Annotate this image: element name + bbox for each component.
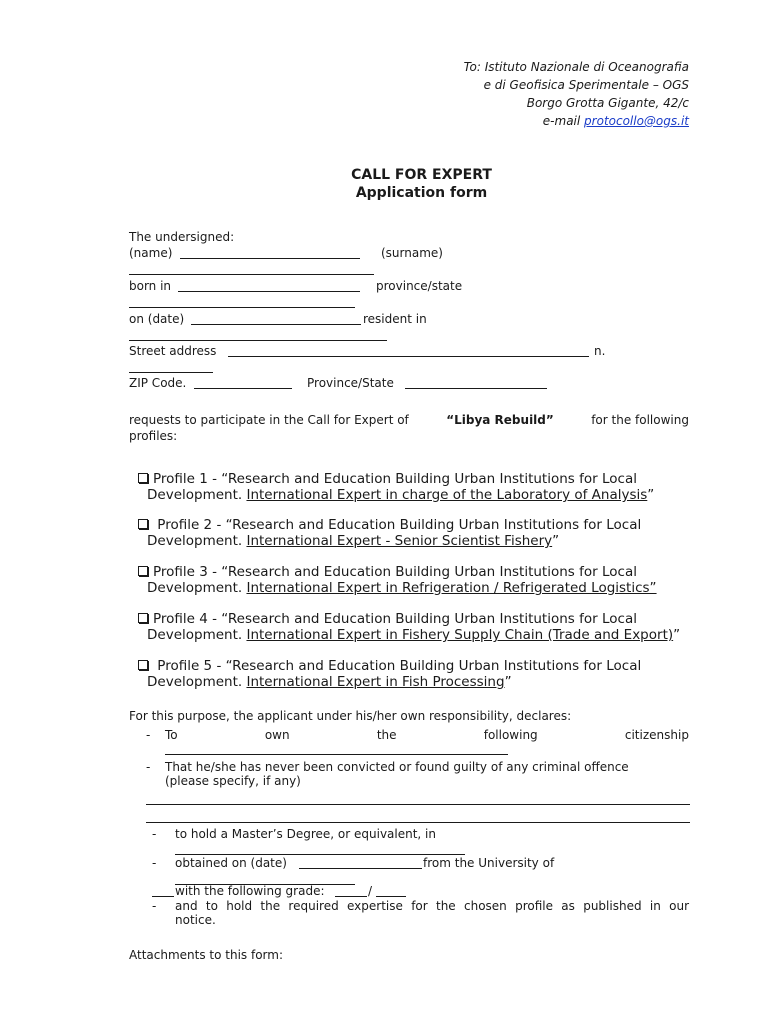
profile-lead: Profile 1 - “Research and Education Building Urban Institutions for Local — [153, 471, 637, 487]
profile-end: ” — [504, 674, 512, 690]
profile-prefix: Development. — [147, 674, 247, 690]
masters-label: to hold a Master’s Degree, or equivalent, in — [175, 827, 436, 841]
email-prefix: e-mail — [542, 114, 585, 128]
profile-1[interactable] — [138, 471, 654, 503]
grade-label: with the following grade: — [175, 884, 325, 898]
obtained-label: obtained on (date) — [175, 856, 287, 870]
undersigned-label: The undersigned: — [129, 230, 235, 244]
province-state-field[interactable] — [129, 307, 355, 308]
convicted-line-1: That he/she has never been convicted or found guilty of any criminal offence — [165, 760, 629, 774]
request-line-2: profiles: — [129, 429, 178, 443]
profile-end: ” — [673, 627, 681, 643]
born-in-field[interactable] — [178, 291, 360, 292]
profile-lead: Profile 4 - “Research and Education Building Urban Institutions for Local — [153, 611, 637, 627]
citizenship-word: own — [264, 728, 290, 742]
grade-field[interactable] — [335, 896, 367, 897]
page-title: CALL FOR EXPERT — [351, 167, 492, 183]
province-state2-label: Province/State — [307, 376, 394, 390]
profile-end: ” — [647, 487, 655, 503]
email-link[interactable]: protocollo@ogs.it — [584, 114, 689, 128]
checkbox-icon[interactable] — [138, 566, 148, 576]
request-text-before: requests to participate in the Call for Expert of — [129, 413, 409, 427]
street-label: Street address — [129, 344, 217, 358]
citizenship-word: the — [376, 728, 397, 742]
offence-field-1[interactable] — [146, 804, 690, 805]
offence-field-2[interactable] — [146, 822, 690, 823]
convicted-line-2: (please specify, if any) — [165, 774, 301, 788]
profile-lead: Profile 2 - “Research and Education Building Urban Institutions for Local — [153, 517, 642, 533]
profile-role: International Expert in Refrigeration / Refrigerated Logistics” — [246, 580, 657, 596]
born-in-label: born in — [129, 279, 172, 293]
province-state-label: province/state — [376, 279, 463, 293]
profile-2[interactable] — [138, 517, 641, 549]
profile-end: ” — [552, 533, 560, 549]
obtained-date-field[interactable] — [299, 868, 422, 869]
resident-in-field[interactable] — [129, 340, 387, 341]
dash: - — [152, 899, 157, 913]
recipient-email-line — [543, 114, 689, 128]
profile-3[interactable] — [138, 564, 657, 596]
citizenship-word: citizenship — [624, 728, 689, 742]
recipient-line-2: e di Geofisica Sperimentale – OGS — [483, 78, 689, 92]
citizenship-line — [165, 728, 689, 742]
grade-slash: / — [368, 884, 373, 898]
expertise-line-1 — [175, 899, 689, 913]
birth-date-field[interactable] — [191, 324, 361, 325]
profile-role: International Expert in Fishery Supply Chain (Trade and Export) — [246, 627, 674, 643]
citizenship-word: following — [483, 728, 538, 742]
zip-label: ZIP Code. — [129, 376, 187, 390]
expertise-line-2: notice. — [175, 913, 216, 927]
profile-role: International Expert in charge of the Laboratory of Analysis — [246, 487, 648, 503]
number-field[interactable] — [129, 372, 213, 373]
profile-prefix: Development. — [147, 487, 247, 503]
date-label: on (date) — [129, 312, 185, 326]
citizenship-word: To — [165, 728, 178, 742]
university-label: from the University of — [423, 856, 555, 870]
surname-field[interactable] — [129, 274, 374, 275]
request-text-after: for the following — [591, 413, 689, 427]
request-line-1 — [129, 413, 689, 427]
name-field[interactable] — [180, 258, 360, 259]
grade-lead-line — [152, 896, 174, 897]
street-field[interactable] — [228, 356, 589, 357]
profile-role: International Expert - Senior Scientist Fishery — [246, 533, 553, 549]
profile-4[interactable] — [138, 611, 680, 643]
recipient-line-3: Borgo Grotta Gigante, 42/c — [526, 96, 689, 110]
zip-field[interactable] — [194, 388, 292, 389]
profile-lead: Profile 5 - “Research and Education Building Urban Institutions for Local — [153, 658, 642, 674]
dash: - — [152, 856, 157, 870]
profile-prefix: Development. — [147, 627, 247, 643]
surname-label: (surname) — [381, 246, 443, 260]
checkbox-icon[interactable] — [138, 660, 148, 670]
checkbox-icon[interactable] — [138, 613, 148, 623]
page-subtitle: Application form — [355, 185, 488, 201]
profile-lead: Profile 3 - “Research and Education Building Urban Institutions for Local — [153, 564, 637, 580]
number-label: n. — [594, 344, 606, 358]
grade-max-field[interactable] — [376, 896, 406, 897]
profile-prefix: Development. — [147, 533, 247, 549]
dash: - — [146, 728, 151, 742]
masters-field[interactable] — [175, 854, 465, 855]
expertise-text: and to hold the required expertise for the chosen profile as published in our — [175, 899, 689, 913]
profile-5[interactable] — [138, 658, 641, 690]
profile-prefix: Development. — [147, 580, 247, 596]
dash: - — [146, 760, 151, 774]
citizenship-field[interactable] — [165, 754, 508, 755]
recipient-line-1: To: Istituto Nazionale di Oceanografia — [463, 60, 689, 74]
dash: - — [152, 827, 157, 841]
profile-role: International Expert in Fish Processing — [246, 674, 505, 690]
attachments-label: Attachments to this form: — [129, 948, 284, 962]
checkbox-icon[interactable] — [138, 473, 148, 483]
resident-in-label: resident in — [363, 312, 427, 326]
name-label: (name) — [129, 246, 173, 260]
project-name: “Libya Rebuild” — [446, 413, 554, 427]
checkbox-icon[interactable] — [138, 519, 148, 529]
declares-intro: For this purpose, the applicant under his/her own responsibility, declares: — [129, 709, 572, 723]
province-state2-field[interactable] — [405, 388, 547, 389]
